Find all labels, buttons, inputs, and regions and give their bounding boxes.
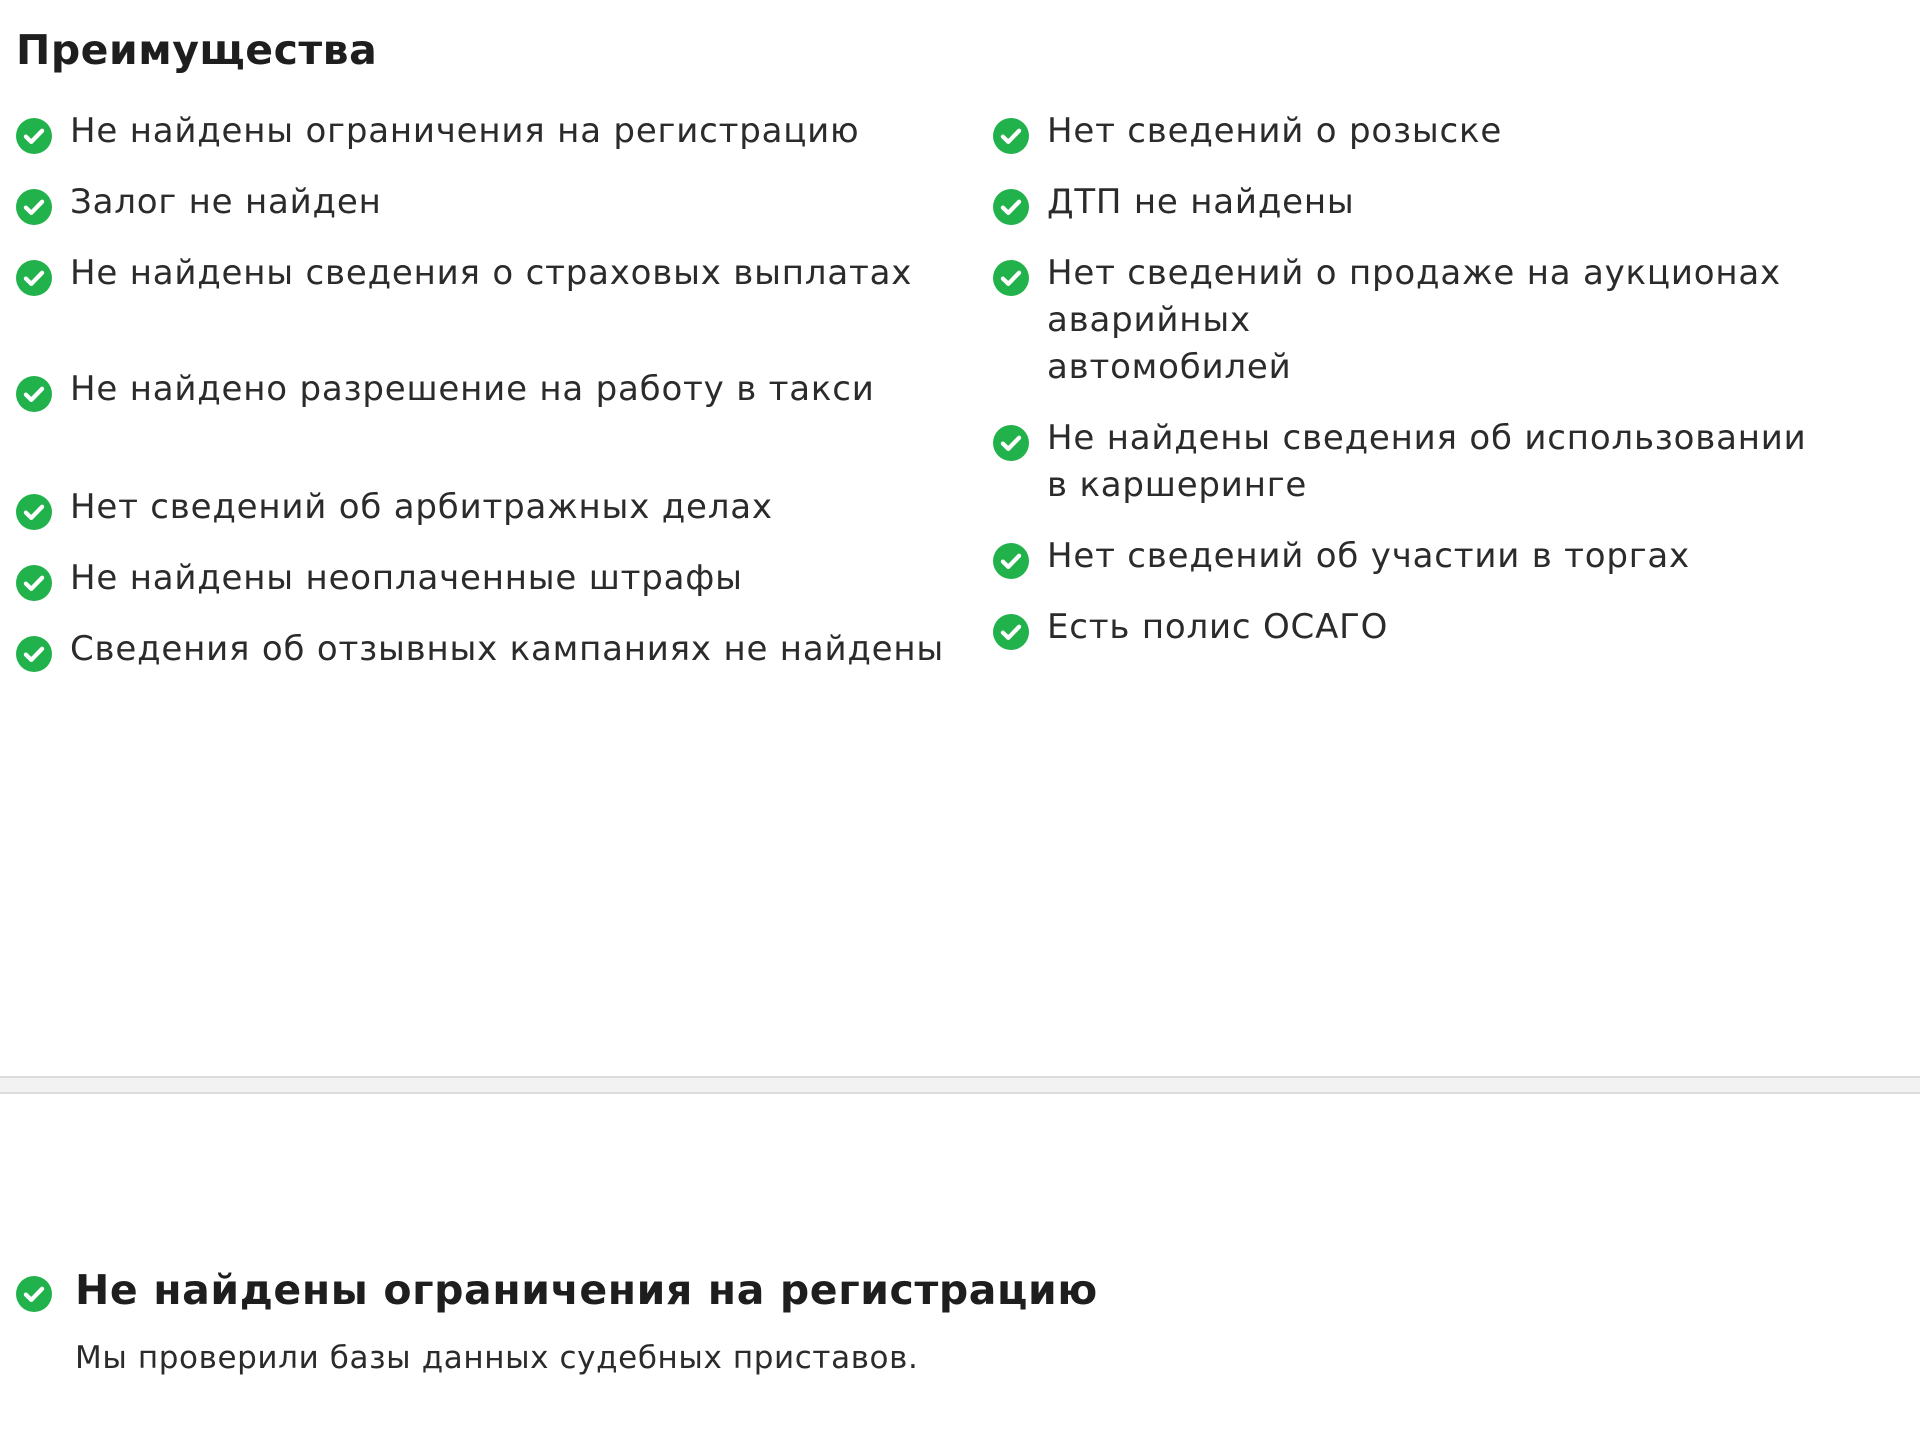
list-item[interactable] bbox=[16, 179, 976, 226]
list-item-label: Не найдено разрешение на работу в такси bbox=[70, 369, 875, 409]
check-circle-icon bbox=[16, 1276, 52, 1312]
list-item-label: Не найдены ограничения на регистрацию bbox=[70, 111, 860, 151]
check-circle-icon bbox=[993, 260, 1029, 296]
list-item-label: Нет сведений об арбитражных делах bbox=[70, 487, 773, 527]
list-item[interactable] bbox=[16, 484, 976, 531]
list-item[interactable] bbox=[16, 626, 976, 673]
list-item[interactable] bbox=[993, 179, 1920, 226]
section-title: Преимущества bbox=[16, 26, 378, 74]
list-item-label: Залог не найден bbox=[70, 182, 382, 222]
check-circle-icon bbox=[16, 189, 52, 225]
list-item-label: Не найдены сведения о страховых выплатах bbox=[70, 253, 913, 293]
check-circle-icon bbox=[16, 118, 52, 154]
list-item[interactable] bbox=[16, 250, 976, 297]
list-item-label: Сведения об отзывных кампаниях не найдены bbox=[70, 629, 945, 669]
list-item[interactable] bbox=[16, 555, 976, 602]
check-circle-icon bbox=[993, 189, 1029, 225]
section-divider bbox=[0, 1076, 1920, 1094]
check-circle-icon bbox=[16, 494, 52, 530]
check-circle-icon bbox=[993, 614, 1029, 650]
check-circle-icon bbox=[993, 425, 1029, 461]
check-circle-icon bbox=[16, 376, 52, 412]
list-item-label: Нет сведений об участии в торгах bbox=[1047, 536, 1690, 576]
check-circle-icon bbox=[16, 636, 52, 672]
list-item[interactable] bbox=[16, 366, 976, 413]
list-item-label: Не найдены неоплаченные штрафы bbox=[70, 558, 743, 598]
list-item[interactable] bbox=[993, 250, 1920, 391]
list-item[interactable] bbox=[16, 108, 976, 155]
list-item[interactable] bbox=[993, 533, 1920, 580]
advantages-list-right bbox=[993, 108, 1920, 675]
check-circle-icon bbox=[993, 543, 1029, 579]
detail-description: Мы проверили базы данных судебных приставов. bbox=[75, 1340, 919, 1376]
check-circle-icon bbox=[16, 565, 52, 601]
detail-title: Не найдены ограничения на регистрацию bbox=[75, 1266, 1098, 1314]
list-item-label: ДТП не найдены bbox=[1047, 182, 1355, 222]
list-item-label: Не найдены сведения об использовании в каршеринге bbox=[1047, 418, 1807, 505]
list-item-label: Есть полис ОСАГО bbox=[1047, 607, 1389, 647]
list-item-label: Нет сведений о продаже на аукционах аварийных автомобилей bbox=[1047, 253, 1781, 387]
list-item[interactable] bbox=[993, 604, 1920, 651]
check-circle-icon bbox=[993, 118, 1029, 154]
list-item[interactable] bbox=[993, 415, 1920, 509]
advantages-list-left bbox=[16, 108, 976, 697]
check-circle-icon bbox=[16, 260, 52, 296]
list-item-label: Нет сведений о розыске bbox=[1047, 111, 1503, 151]
list-item[interactable] bbox=[993, 108, 1920, 155]
